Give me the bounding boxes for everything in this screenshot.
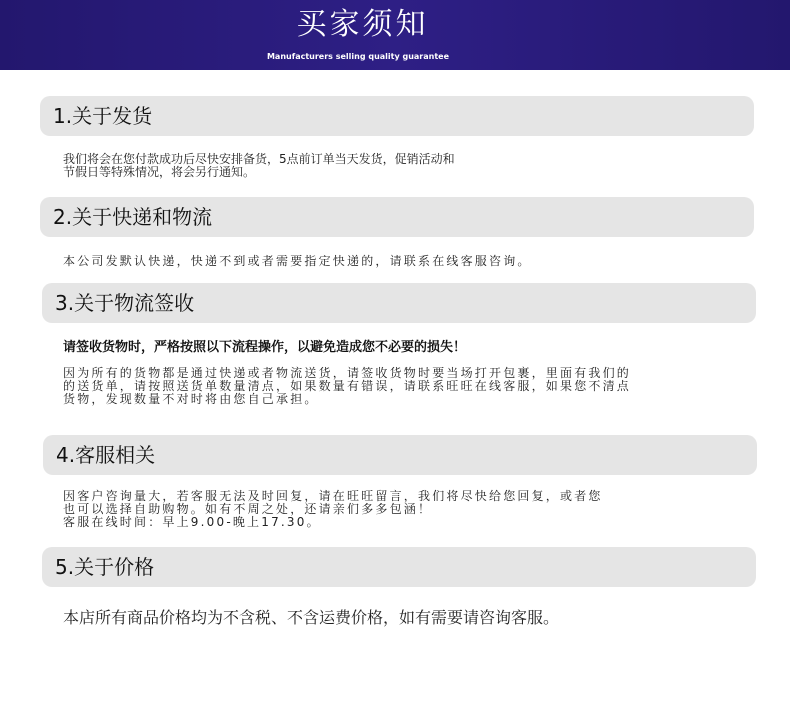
page-title: 买家须知	[296, 7, 429, 42]
text-line: 因客户咨询量大，若客服无法及时回复，请在旺旺留言，我们将尽快给您回复，或者您	[63, 489, 603, 503]
section-heading-price: 5.关于价格	[42, 547, 756, 587]
section-text-receipt	[63, 367, 753, 406]
text-line: 节假日等特殊情况，将会另行通知。	[63, 165, 256, 179]
text-line: 客服在线时间：早上9.00-晚上17.30。	[63, 515, 321, 529]
section-heading-receipt: 3.关于物流签收	[42, 283, 756, 323]
header-banner	[0, 0, 790, 70]
text-line: 本公司发默认快递，快递不到或者需要指定快递的，请联系在线客服咨询。	[63, 254, 532, 268]
section-heading-shipping: 1.关于发货	[40, 96, 754, 136]
receipt-warning: 请签收货物时，严格按照以下流程操作，以避免造成您不必要的损失！	[63, 340, 467, 355]
section-text-shipping	[63, 153, 753, 179]
section-text-service	[63, 490, 753, 529]
text-line: 的送货单，请按照送货单数量清点，如果数量有错误，请联系旺旺在线客服，如果您不清点	[63, 379, 632, 393]
section-heading-service: 4.客服相关	[43, 435, 757, 475]
section-text-price: 本店所有商品价格均为不含税、不含运费价格，如有需要请咨询客服。	[63, 608, 560, 627]
text-line: 因为所有的货物都是通过快递或者物流送货，请签收货物时要当场打开包裹，里面有我们的	[63, 366, 632, 380]
text-line: 也可以选择自助购物。如有不周之处，还请亲们多多包涵！	[63, 502, 433, 516]
section-heading-courier: 2.关于快递和物流	[40, 197, 754, 237]
page-subtitle: Manufacturers selling quality guarantee	[266, 52, 450, 61]
text-line: 我们将会在您付款成功后尽快安排备货，5点前订单当天发货，促销活动和	[63, 152, 455, 166]
section-text-courier	[63, 255, 753, 268]
text-line: 货物，发现数量不对时将由您自己承担。	[63, 392, 319, 406]
